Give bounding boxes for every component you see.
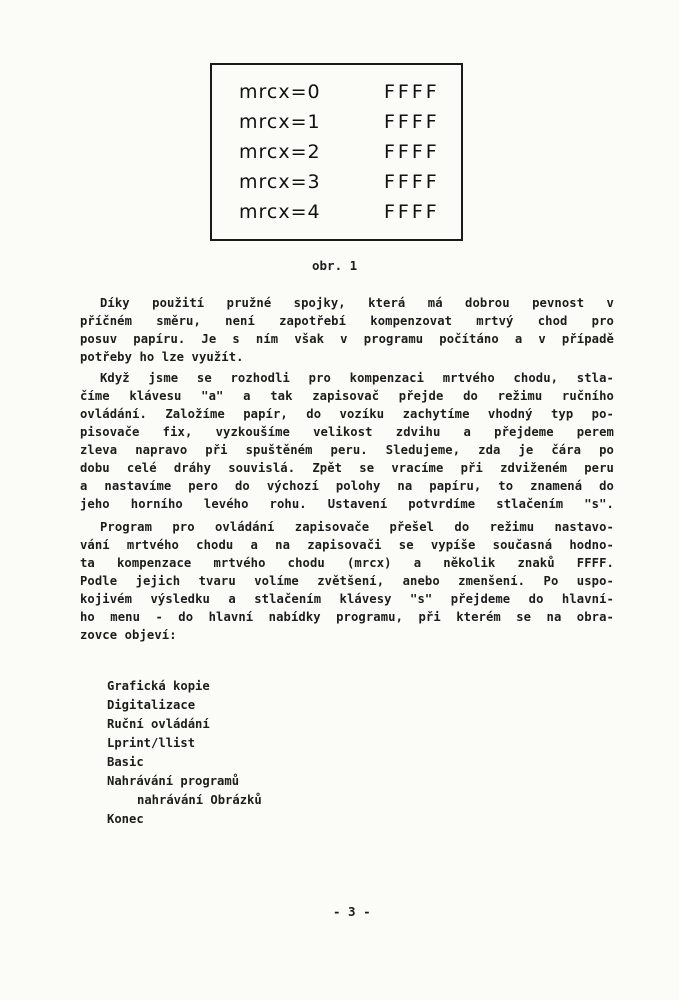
text-line: pisovače fix, vyzkoušíme velikost zdvihu a přejdeme perem <box>80 425 614 439</box>
figure-row-label: mrcx=0 <box>239 81 321 103</box>
text-line: dobu celé dráhy souvislá. Zpět se vracíme při zdviženém peru <box>80 461 614 475</box>
figure-row-value: FFFF <box>384 81 440 103</box>
text-line: číme klávesu "a" a tak zapisovač přejde do režimu ručního <box>80 389 614 403</box>
text-line: zleva napravo při spuštěném peru. Sledujeme, zda je čára po <box>80 443 614 457</box>
figure-caption: obr. 1 <box>312 258 358 273</box>
text-line: posuv papíru. Je s ním však v programu počítáno a v případě <box>80 332 614 346</box>
text-line: Díky použití pružné spojky, která má dobrou pevnost v <box>100 296 614 310</box>
text-line: ho menu - do hlavní nabídky programu, při kterém se na obra- <box>80 610 614 624</box>
text-line: Podle jejich tvaru volíme zvětšení, anebo zmenšení. Po uspo- <box>80 574 614 588</box>
menu-list-item: Basic <box>107 755 144 769</box>
figure-row-label: mrcx=2 <box>239 141 321 163</box>
figure-row-label: mrcx=3 <box>239 171 321 193</box>
figure-row-label: mrcx=1 <box>239 111 321 133</box>
text-line: Když jsme se rozhodli pro kompenzaci mrtvého chodu, stla- <box>100 371 614 385</box>
figure-box <box>210 63 463 241</box>
figure-row <box>239 171 449 199</box>
text-line: jeho horního levého rohu. Ustavení potvrdíme stlačením "s". <box>80 497 614 511</box>
text-line: zovce objeví: <box>80 628 177 642</box>
text-line: kojivém výsledku a stlačením klávesy "s" přejdeme do hlavní- <box>80 592 614 606</box>
page-number: - 3 - <box>333 904 371 919</box>
text-line: ta kompenzace mrtvého chodu (mrcx) a několik znaků FFFF. <box>80 556 614 570</box>
text-line: příčném směru, není zapotřebí kompenzovat mrtvý chod pro <box>80 314 614 328</box>
text-line: a nastavíme pero do výchozí polohy na papíru, to znamená do <box>80 479 614 493</box>
figure-row <box>239 141 449 169</box>
text-line: vání mrtvého chodu a na zapisovači se vypíše současná hodno- <box>80 538 614 552</box>
menu-list-item: Konec <box>107 812 144 826</box>
text-line: Program pro ovládání zapisovače přešel do režimu nastavo- <box>100 520 614 534</box>
text-line: potřeby ho lze využít. <box>80 350 244 364</box>
menu-list-item: nahrávání Obrázků <box>137 793 262 807</box>
menu-list-item: Digitalizace <box>107 698 196 712</box>
figure-row-value: FFFF <box>384 141 440 163</box>
figure-row <box>239 111 449 139</box>
menu-list-item: Ruční ovládání <box>107 717 210 731</box>
figure-row-label: mrcx=4 <box>239 201 321 223</box>
text-line: ovládání. Založíme papír, do vozíku zachytíme vhodný typ po- <box>80 407 614 421</box>
menu-list-item: Lprint/llist <box>107 736 196 750</box>
figure-row-value: FFFF <box>384 201 440 223</box>
menu-list-item: Nahrávání programů <box>107 774 240 788</box>
menu-list-item: Grafická kopie <box>107 679 210 693</box>
figure-row-value: FFFF <box>384 171 440 193</box>
figure-row-value: FFFF <box>384 111 440 133</box>
figure-row <box>239 201 449 229</box>
figure-row <box>239 81 449 109</box>
